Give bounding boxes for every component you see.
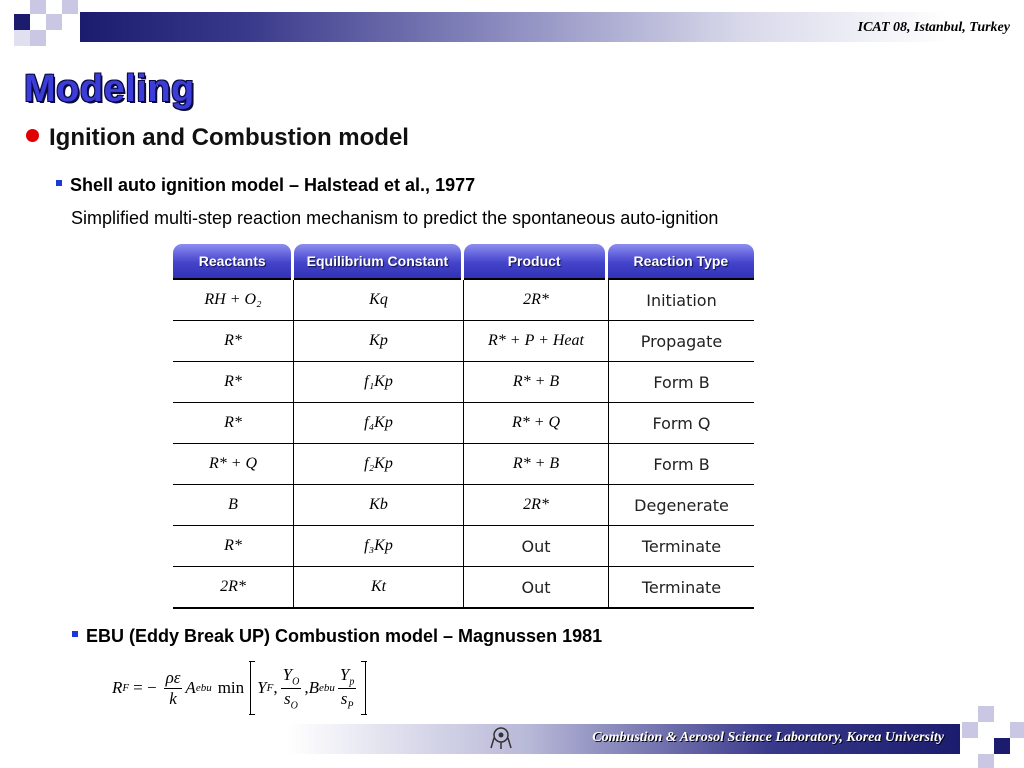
table-cell: Out bbox=[464, 567, 609, 607]
table-cell: R* bbox=[173, 403, 294, 443]
formula-denominator bbox=[341, 689, 354, 711]
square-bullet-icon bbox=[56, 180, 62, 186]
decor-square bbox=[46, 14, 62, 30]
table-cell: R* + Q bbox=[173, 444, 294, 484]
decor-square bbox=[978, 706, 994, 722]
formula-symbol: A bbox=[185, 678, 196, 697]
square-bullet-icon bbox=[72, 631, 78, 637]
bullet-dot-icon bbox=[26, 129, 39, 142]
decor-square bbox=[30, 30, 46, 46]
formula-symbol: Y bbox=[282, 665, 293, 685]
table-cell: Form B bbox=[653, 454, 710, 474]
footer-lab-name: Combustion & Aerosol Science Laboratory, Korea University bbox=[592, 730, 944, 745]
decor-square bbox=[962, 722, 978, 738]
table-row bbox=[173, 321, 754, 362]
table-cell: Propagate bbox=[640, 331, 723, 351]
bracket-serif bbox=[361, 714, 367, 715]
formula-comma: , bbox=[273, 678, 278, 697]
formula-denominator: k bbox=[169, 688, 177, 708]
formula-symbol: R bbox=[112, 678, 123, 697]
table-header-cell: Equilibrium Constant bbox=[294, 244, 460, 280]
formula-symbol: s bbox=[284, 688, 291, 708]
ebu-formula bbox=[112, 658, 366, 718]
decor-square bbox=[14, 30, 30, 46]
table-header bbox=[173, 244, 754, 280]
formula-subscript: F bbox=[122, 682, 130, 694]
bullet-ignition-model bbox=[26, 124, 409, 152]
sub-bullet-text: EBU (Eddy Break UP) Combustion model – Magnussen 1981 bbox=[86, 626, 603, 646]
table-cell: f₃Kp bbox=[294, 526, 464, 566]
formula-function: min bbox=[217, 678, 245, 697]
formula-subscript: O bbox=[290, 699, 298, 711]
formula-operator: = − bbox=[133, 678, 157, 697]
formula-subscript: ebu bbox=[318, 682, 335, 694]
formula-numerator: ρε bbox=[165, 667, 181, 687]
table-cell: Kp bbox=[294, 321, 464, 361]
table-header-cell: Product bbox=[464, 244, 605, 280]
formula-comma: , bbox=[304, 678, 309, 697]
decor-square bbox=[62, 0, 78, 14]
formula-symbol: Y bbox=[257, 678, 267, 697]
table-cell: Degenerate bbox=[634, 495, 729, 515]
formula-fraction bbox=[164, 668, 183, 709]
table-cell: Form Q bbox=[652, 413, 711, 433]
formula-fraction bbox=[338, 665, 356, 711]
table-cell: Kt bbox=[294, 567, 464, 607]
lab-logo-icon bbox=[488, 726, 514, 750]
table-cell: R* bbox=[173, 362, 294, 402]
table-cell: Kq bbox=[294, 280, 464, 320]
bracket-serif bbox=[361, 661, 367, 662]
table-cell: f₄Kp bbox=[294, 403, 464, 443]
reaction-table bbox=[173, 244, 754, 609]
table-cell: R* + B bbox=[464, 444, 609, 484]
table-row bbox=[173, 403, 754, 444]
shell-model-description: Simplified multi-step reaction mechanism to predict the spontaneous auto-ignition bbox=[71, 208, 719, 228]
table-cell: R* bbox=[173, 321, 294, 361]
formula-symbol: B bbox=[308, 678, 319, 697]
formula-subscript: O bbox=[292, 676, 300, 688]
table-cell: R* + B bbox=[464, 362, 609, 402]
formula-symbol: Y bbox=[339, 665, 350, 685]
table-cell: Initiation bbox=[646, 290, 717, 310]
table-row bbox=[173, 444, 754, 485]
formula-fraction bbox=[281, 665, 302, 711]
table-cell: 2R* bbox=[173, 567, 294, 607]
table-row bbox=[173, 567, 754, 609]
decor-square bbox=[994, 738, 1010, 754]
table-header-cell: Reactants bbox=[173, 244, 291, 280]
sub-bullet-text: Shell auto ignition model – Halstead et al., 1977 bbox=[70, 175, 476, 195]
bullet-text: Ignition and Combustion model bbox=[49, 124, 409, 151]
table-cell: Terminate bbox=[641, 577, 722, 597]
decor-square bbox=[978, 754, 994, 768]
table-row bbox=[173, 280, 754, 321]
formula-subscript: p bbox=[349, 676, 355, 688]
table-row bbox=[173, 362, 754, 403]
table-cell: RH + O₂ bbox=[173, 280, 294, 320]
table-cell: 2R* bbox=[464, 280, 609, 320]
table-cell: 2R* bbox=[464, 485, 609, 525]
table-cell: Terminate bbox=[641, 536, 722, 556]
table-header-cell: Reaction Type bbox=[608, 244, 754, 280]
formula-numerator bbox=[281, 665, 302, 688]
formula-subscript: F bbox=[266, 682, 274, 694]
formula-subscript: ebu bbox=[195, 682, 212, 694]
table-cell: f₁Kp bbox=[294, 362, 464, 402]
formula-numerator bbox=[338, 665, 356, 688]
table-cell: R* + Q bbox=[464, 403, 609, 443]
table-cell: f₂Kp bbox=[294, 444, 464, 484]
decor-square bbox=[1010, 722, 1024, 738]
table-cell: B bbox=[173, 485, 294, 525]
page-title: Modeling bbox=[24, 68, 195, 110]
bracket-serif bbox=[249, 661, 255, 662]
formula-subscript: P bbox=[347, 699, 354, 711]
sub-bullet-shell-model bbox=[56, 175, 475, 196]
table-cell: Out bbox=[464, 526, 609, 566]
table-row bbox=[173, 526, 754, 567]
formula-denominator bbox=[284, 689, 298, 711]
decor-square bbox=[14, 14, 30, 30]
sub-bullet-ebu-model bbox=[72, 626, 602, 647]
decor-square bbox=[30, 0, 46, 14]
table-cell: Kb bbox=[294, 485, 464, 525]
table-row bbox=[173, 485, 754, 526]
bracket-serif bbox=[249, 714, 255, 715]
table-cell: R* + P + Heat bbox=[464, 321, 609, 361]
table-cell: R* bbox=[173, 526, 294, 566]
conference-label: ICAT 08, Istanbul, Turkey bbox=[857, 20, 1010, 35]
formula-brackets bbox=[250, 661, 366, 715]
table-cell: Form B bbox=[653, 372, 710, 392]
formula-symbol: s bbox=[340, 688, 348, 708]
